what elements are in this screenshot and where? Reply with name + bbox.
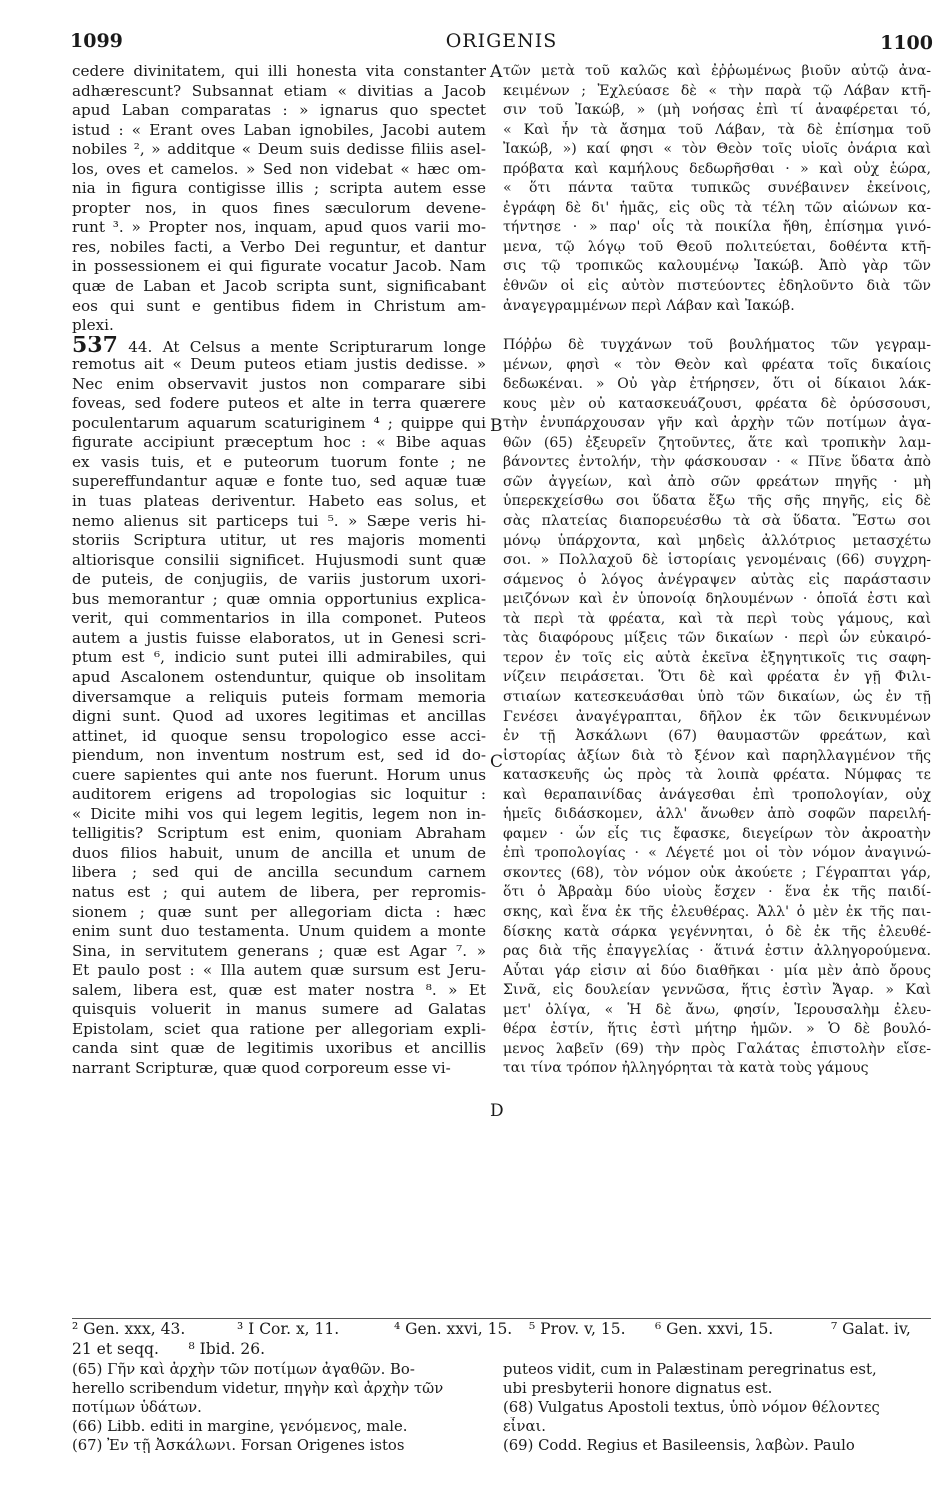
greek-line: νίζειν πειράσεται. Ὅτι δὲ καὶ φρέατα ἐν γῇ Φιλι-: [503, 669, 931, 686]
greek-line: κους μὲν οὐ κατασκευάζουσι, φρέατα δὲ ὀρύσσουσι,: [503, 395, 931, 412]
greek-line: τὰ περὶ τὰ φρέατα, καὶ τὰ περὶ τοὺς γάμους, καὶ: [503, 610, 931, 627]
latin-line: de puteis, de conjugiis, de variis justorum uxori-: [72, 570, 486, 589]
greek-line: τῶν μετὰ τοῦ καλῶς καὶ ἐῤῥωμένως βιοῦν αὐτῷ ἀνα-: [503, 63, 931, 79]
margin-letter-d: D: [490, 1101, 504, 1121]
greek-line: δίσκης κατὰ σάρκα γεγέννηται, ὁ δὲ ἐκ τῆς ἐλευθέ-: [503, 923, 931, 940]
latin-line: Sina, in servitutem generans ; quæ est Agar ⁷. »: [72, 941, 486, 960]
latin-line: in tuas plateas deriventur. Habeto eas solus, et: [72, 492, 486, 511]
note-line: (66) Libb. editi in margine, γενόμενος, male.: [72, 1418, 408, 1435]
latin-line: runt ³. » Propter nos, inquam, apud quos varii mo-: [72, 218, 486, 237]
greek-line: τὰς διαφόρους μίξεις τῶν δικαίων · περὶ ὧν εὐκαιρό-: [503, 630, 931, 647]
latin-line: duos filios habuit, unum de ancilla et unum de: [72, 843, 486, 862]
latin-line: bus memorantur ; quæ omnia opportunius explica-: [72, 589, 486, 608]
greek-line: ἐθνῶν οἱ εἰς αὐτὸν πιστεύοντες ἐδηλοῦντο διὰ τῶν: [503, 278, 931, 295]
greek-line: [503, 316, 931, 336]
latin-line: quisquis voluerit in manus sumere ad Galatas: [72, 1000, 486, 1019]
greek-line: μενα, τῷ λόγῳ τοῦ Θεοῦ πολιτεύεται, δοθέντα κτῆ-: [503, 238, 931, 255]
footnote-7: ⁷ Galat. iv,: [831, 1320, 911, 1338]
margin-letter-c: C: [490, 752, 504, 772]
latin-line: in possessionem ei qui figurate vocatur Jacob. Nam: [72, 257, 486, 276]
page-header: [70, 30, 933, 58]
footnote-4: ⁴ Gen. xxvi, 15.: [394, 1320, 513, 1338]
greek-line: θέρα ἐστίν, ἥτις ἐστὶ μήτηρ ἡμῶν. » Ὁ δὲ βουλό-: [503, 1021, 931, 1038]
greek-line: ται τίνα τρόπον ἠλληγόρηται τὰ κατὰ τοὺς γάμους: [503, 1060, 869, 1077]
scripture-footnotes-cont: 21 et seqq. ⁸ Ibid. 26.: [72, 1340, 266, 1358]
greek-line: πρόβατα καὶ καμήλους δεδωρῆσθαι · » καὶ οὐχ ἑώρα,: [503, 160, 931, 177]
left-column-number: 1099: [70, 30, 123, 52]
greek-line: ρας διὰ τῆς ἐπαγγελίας · ἅτινά ἐστιν ἀλληγορούμενα.: [503, 943, 931, 960]
greek-line: ὅτι ὁ Ἀβραὰμ δύο υἱοὺς ἔσχεν · ἕνα ἐκ τῆς παιδί-: [503, 884, 931, 901]
footnote-rule: [72, 1318, 931, 1319]
latin-line: canda sint quæ de legitimis uxoribus et ancillis: [72, 1039, 486, 1058]
greek-line: τήντησε · » παρ' οἷς τὰ ποικίλα ἤθη, ἐπίσημα γινό-: [503, 219, 931, 236]
note-line: ποτίμων ὑδάτων.: [72, 1399, 202, 1416]
latin-line: nobiles ², » additque « Deum suis dedisse filiis asel-: [72, 140, 486, 159]
latin-line: cuere sapientes qui ante nos fuerunt. Horum unus: [72, 765, 486, 784]
greek-line: ἀναγεγραμμένων περὶ Λάβαν καὶ Ἰακώβ.: [503, 297, 795, 314]
greek-line: σοι. » Πολλαχοῦ δὲ ἱστορίαις γενομέναις (66) συγχρη-: [503, 552, 931, 569]
greek-line: στιαίων κατεσκευάσθαι ὑπὸ τῶν δικαίων, ὡς ἐν τῇ: [503, 688, 931, 705]
greek-line: τὴν ἐνυπάρχουσαν γῆν καὶ ἀρχὴν τῶν ποτίμων ἀγα-: [503, 415, 931, 432]
greek-line: Πόῤῥω δὲ τυγχάνων τοῦ βουλήματος τῶν γεγραμ-: [503, 337, 931, 354]
latin-line: [72, 336, 486, 356]
latin-line: supereffundantur aquæ e fonte tuo, sed aquæ tuæ: [72, 472, 486, 491]
section-number: 537: [72, 335, 118, 356]
latin-line: altiorisque consilii significet. Hujusmodi sunt quæ: [72, 550, 486, 569]
latin-line: digni sunt. Quod ad uxores legitimas et ancillas: [72, 707, 486, 726]
latin-line: istud : « Erant oves Laban ignobiles, Jacobi autem: [72, 120, 486, 139]
greek-line: μόνῳ ὑπάρχοντα, καὶ μηδεὶς ἀλλότριος μετασχέτω: [503, 532, 931, 549]
footnote-5: ⁵ Prov. v, 15.: [529, 1320, 626, 1338]
editorial-notes-left: [72, 1360, 490, 1455]
greek-line: τερον ἐν τοῖς εἰς αὐτὰ ἐκεῖνα ἐξηγητικοῖς τις σαφη-: [503, 649, 931, 666]
latin-line: adhærescunt? Subsannat etiam « divitias a Jacob: [72, 81, 486, 100]
greek-line: Αὗται γάρ εἰσιν αἱ δύο διαθῆκαι · μία μὲν ἀπὸ ὄρους: [503, 962, 931, 979]
greek-line: ὑπερεκχείσθω σοι ὕδατα ἔξω τῆς σῆς πηγῆς, εἰς δὲ: [503, 493, 931, 510]
latin-line: piendum, non inventum nostrum est, sed id do-: [72, 746, 486, 765]
greek-line: μειζόνων καὶ ἐν ὑπονοίᾳ δηλουμένων · ὁποῖά ἐστι καὶ: [503, 591, 931, 608]
greek-line: Γενέσει ἀναγέγραπται, δῆλον ἐκ τῶν δεικνυμένων: [503, 708, 931, 725]
latin-line: apud Ascalonem ostenduntur, quique ob insolitam: [72, 667, 486, 686]
greek-line: ἐγράφη δὲ δι' ἡμᾶς, εἰς οὓς τὰ τέλη τῶν αἰώνων κα-: [503, 199, 931, 216]
greek-line: Ἰακώβ, ») καί φησι « τὸν Θεὸν τοῖς υἱοῖς ὀνάρια καὶ: [503, 141, 931, 158]
latin-line: propter nos, in quos fines sæculorum devene-: [72, 198, 486, 217]
latin-line: nia in figura contigisse illis ; scripta autem esse: [72, 179, 486, 198]
latin-line: figurate accipiunt præceptum hoc : « Bibe aquas: [72, 433, 486, 452]
latin-line: enim sunt duo testamenta. Unum quidem a monte: [72, 922, 486, 941]
latin-line: attinet, id quoque sensu tropologico esse acci-: [72, 726, 486, 745]
latin-line: los, oves et camelos. » Sed non videbat « hæc om-: [72, 159, 486, 178]
latin-text-column: [72, 62, 486, 1078]
note-line: (68) Vulgatus Apostoli textus, ὑπὸ νόμον θέλοντες: [503, 1399, 880, 1416]
note-line: (69) Codd. Regius et Basileensis, λαβὼν. Paulo: [503, 1437, 855, 1454]
latin-line: diversamque a reliquis puteis formam memoria: [72, 687, 486, 706]
greek-text-column: [503, 62, 931, 1079]
running-title: ORIGENIS: [445, 30, 558, 52]
greek-line: μετ' ὀλίγα, « Ἡ δὲ ἄνω, φησίν, Ἱερουσαλὴμ ἐλευ-: [503, 1001, 931, 1018]
latin-line: storiis Scriptura utitur, ut res majoris momenti: [72, 531, 486, 550]
note-line: herello scribendum videtur, πηγὴν καὶ ἀρχὴν τῶν: [72, 1380, 444, 1397]
latin-line: poculentarum aquarum scaturiginem ⁴ ; quippe qui: [72, 413, 486, 432]
footnote-6: ⁶ Gen. xxvi, 15.: [655, 1320, 774, 1338]
greek-line: σῶν ἀγγείων, καὶ ἀπὸ σῶν φρεάτων πηγῆς · μὴ: [503, 473, 931, 490]
right-column-number: 1100: [880, 32, 933, 54]
greek-line: σις τῷ τροπικῶς καλουμένῳ Ἰακώβ. Ἀπὸ γὰρ τῶν: [503, 258, 931, 275]
latin-line: eos qui sunt e gentibus fidem in Christum am-: [72, 296, 486, 315]
latin-line: libera ; sed qui de ancilla secundum carnem: [72, 863, 486, 882]
latin-line: nemo alienus sit particeps tui ⁵. » Sæpe veris hi-: [72, 511, 486, 530]
greek-line: βάνοντες ἐντολήν, τὴν φάσκουσαν · « Πῖνε ὕδατα ἀπὸ: [503, 454, 931, 471]
note-line: ubi presbyterii honore dignatus est.: [503, 1380, 773, 1397]
greek-line: ἐν τῇ Ἀσκάλωνι (67) θαυμαστῶν φρεάτων, καὶ: [503, 728, 931, 745]
margin-letter-a: A: [490, 62, 503, 82]
latin-line: natus est ; qui autem de libera, per repromis-: [72, 882, 486, 901]
greek-line: φαμεν · ὧν εἷς τις ἔφασκε, διεγείρων τὸν ἀκροατὴν: [503, 825, 931, 842]
text-line-content: 44. At Celsus a mente Scripturarum longe: [128, 337, 486, 356]
latin-line: verit, qui commentarios in illa componet. Puteos: [72, 609, 486, 628]
latin-line: Et paulo post : « Illa autem quæ sursum est Jeru-: [72, 961, 486, 980]
greek-line: ἐπὶ τροπολογίας · « Λέγετέ μοι οἱ τὸν νόμον ἀναγινώ-: [503, 845, 931, 862]
greek-line: Σινᾶ, εἰς δουλείαν γεννῶσα, ἥτις ἐστὶν Ἄγαρ. » Καὶ: [503, 982, 931, 999]
greek-line: μενος λαβεῖν (69) τὴν πρὸς Γαλάτας ἐπιστολὴν εἴσε-: [503, 1040, 931, 1057]
latin-line: auditorem erigens ad tropologias sic loquitur :: [72, 785, 486, 804]
greek-line: σκης, καὶ ἕνα ἐκ τῆς ἐλευθέρας. Ἀλλ' ὁ μὲν ἐκ τῆς παι-: [503, 903, 931, 920]
latin-line: Epistolam, sciet qua ratione per allegoriam expli-: [72, 1019, 486, 1038]
latin-line: plexi.: [72, 316, 114, 335]
latin-line: telligitis? Scriptum est enim, quoniam Abraham: [72, 824, 486, 843]
greek-line: « ὅτι πάντα ταῦτα τυπικῶς συνέβαινεν ἐκείνοις,: [503, 180, 931, 197]
greek-line: θῶν (65) ἐξευρεῖν ζητοῦντες, ἅτε καὶ τροπικὴν λαμ-: [503, 434, 931, 451]
latin-line: Nec enim observavit justos non comparare sibi: [72, 374, 486, 393]
latin-line: narrant Scripturæ, quæ quod corporeum esse vi-: [72, 1058, 451, 1077]
note-line: εἶναι.: [503, 1418, 546, 1435]
greek-line: ἱστορίας ἀξίων διὰ τὸ ξένον καὶ παρηλλαγμένον τῆς: [503, 747, 931, 764]
note-line: puteos vidit, cum in Palæstinam peregrinatus est,: [503, 1361, 877, 1378]
latin-line: res, nobiles facti, a Verbo Dei reguntur, et dantur: [72, 237, 486, 256]
greek-line: ἡμεῖς διδάσκομεν, ἀλλ' ἄνωθεν ἀπὸ σοφῶν παρειλή-: [503, 806, 931, 823]
latin-line: foveas, sed fodere puteos et alte in terra quærere: [72, 394, 486, 413]
greek-line: σὰς πλατείας διαπορευέσθω τὰ σὰ ὕδατα. Ἔστω σοι: [503, 513, 931, 530]
footnote-3: ³ I Cor. x, 11.: [237, 1320, 340, 1338]
greek-line: σκοντες (68), τὸν νόμον οὐκ ἀκούετε ; Γέγραπται γάρ,: [503, 864, 931, 881]
latin-line: salem, libera est, quæ est mater nostra ⁸. » Et: [72, 980, 486, 999]
note-line: (65) Γῆν καὶ ἀρχὴν τῶν ποτίμων ἀγαθῶν. Bo-: [72, 1361, 415, 1378]
latin-line: remotus ait « Deum puteos etiam justis dedisse. »: [72, 355, 486, 374]
latin-line: ex vasis tuis, et e puteorum tuorum fonte ; ne: [72, 452, 486, 471]
greek-line: σάμενος ὁ λόγος ἀνέγραψεν αὐτὰς εἰς παράστασιν: [503, 571, 931, 588]
greek-line: μένων, φησὶ « τὸν Θεὸν καὶ φρέατα τοῖς δικαίοις: [503, 356, 931, 373]
latin-line: « Dicite mihi vos qui legem legitis, legem non in-: [72, 804, 486, 823]
greek-line: δεδωκέναι. » Οὐ γὰρ ἐτήρησεν, ὅτι οἱ δίκαιοι λάκ-: [503, 376, 931, 393]
latin-line: quæ de Laban et Jacob scripta sunt, significabant: [72, 277, 486, 296]
note-line: (67) Ἐν τῇ Ἀσκάλωνι. Forsan Origenes istos: [72, 1437, 405, 1454]
greek-line: « Καὶ ἦν τὰ ἄσημα τοῦ Λάβαν, τὰ δὲ ἐπίσημα τοῦ: [503, 121, 931, 138]
latin-line: apud Laban comparatas : » ignarus quo spectet: [72, 101, 486, 120]
footnote-2: ² Gen. xxx, 43.: [72, 1320, 186, 1338]
greek-line: κατασκευῆς ὡς πρὸς τὰ λοιπὰ φρέατα. Νύμφας τε: [503, 767, 931, 784]
greek-line: κειμένων ; Ἐχλεύασε δὲ « τὴν παρὰ τῷ Λάβαν κτῆ-: [503, 82, 931, 99]
latin-line: autem a justis fuisse elaboratos, ut in Genesi scri-: [72, 628, 486, 647]
greek-line: καὶ θεραπαινίδας ἀνάγεσθαι ἐπὶ τροπολογίαν, οὐχ: [503, 786, 931, 803]
greek-line: σιν τοῦ Ἰακώβ, » (μὴ νοήσας ἐπὶ τί ἀναφέρεται τό,: [503, 102, 931, 119]
editorial-notes-right: [503, 1360, 931, 1455]
latin-line: sionem ; quæ sunt per allegoriam dicta : hæc: [72, 902, 486, 921]
margin-letter-b: B: [490, 416, 503, 436]
latin-line: cedere divinitatem, qui illi honesta vita constanter: [72, 62, 486, 80]
latin-line: ptum est ⁶, indicio sunt putei illi admirabiles, qui: [72, 648, 486, 667]
